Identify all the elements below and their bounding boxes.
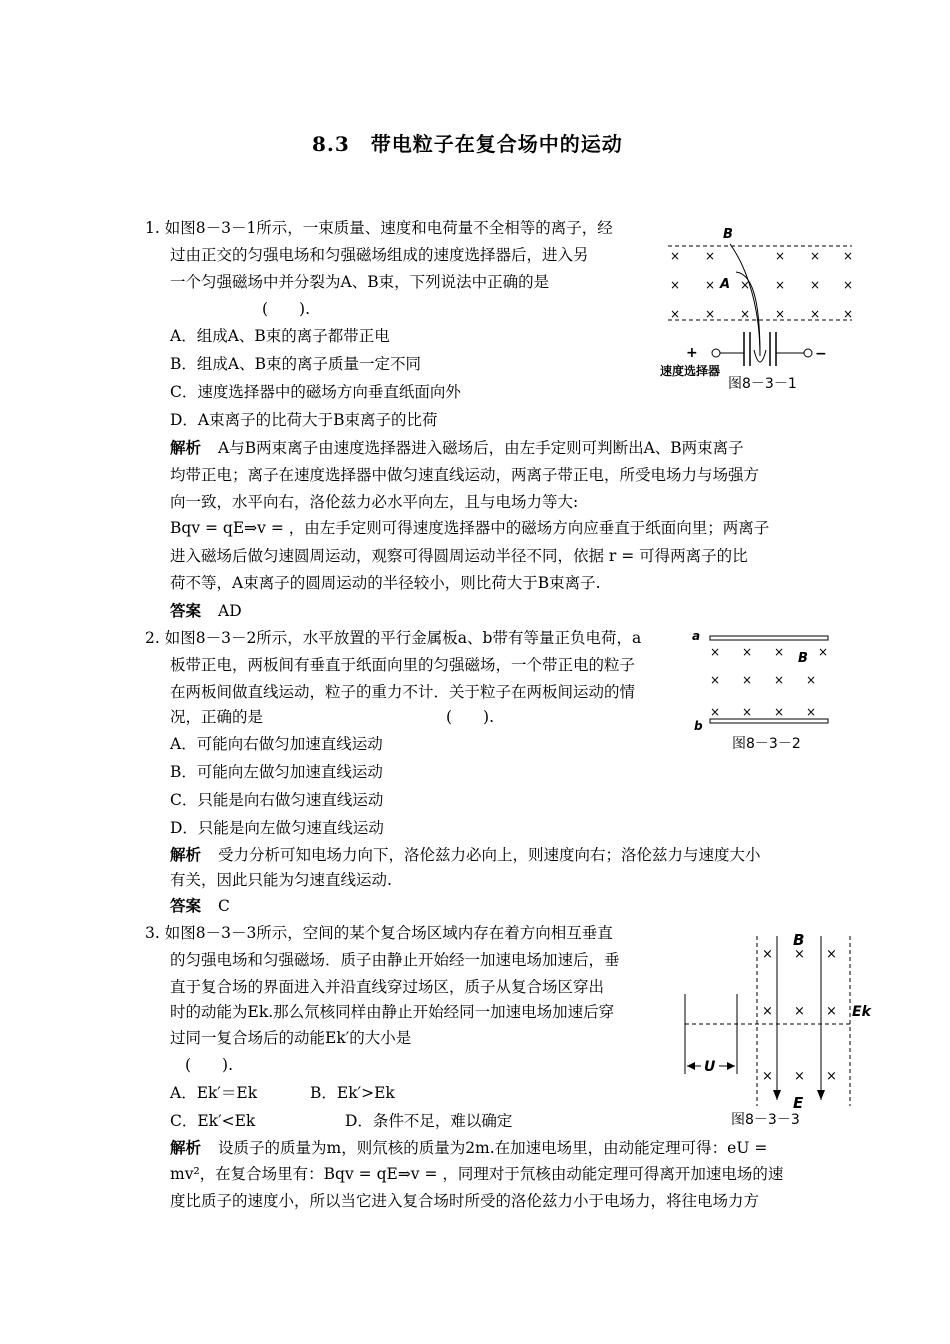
svg-text:×: × <box>806 705 817 719</box>
q3-analysis-2: mv²，在复合场里有：Bqv = qE⇒v = ，同理对于氘核由动能定理可得离开加速电场的速 <box>170 1165 784 1183</box>
q3-option-c: C．Ek′<Ek <box>170 1112 256 1130</box>
q3-line-2: 的匀强电场和匀强磁场．质子由静止开始经一加速电场加速后，垂 <box>170 951 620 969</box>
svg-text:×: × <box>826 1069 837 1084</box>
svg-text:×: × <box>762 1069 773 1084</box>
fig1-caption: 图8－3－1 <box>728 376 797 392</box>
fig2-label-a: a <box>692 629 701 643</box>
svg-text:×: × <box>774 705 785 719</box>
q1-answer-label: 答案 <box>170 601 202 620</box>
svg-text:×: × <box>810 307 821 321</box>
q2-line-2: 板带正电，两板间有垂直于纸面向里的匀强磁场，一个带正电的粒子 <box>170 656 636 674</box>
q1-analysis-6: 荷不等，A束离子的圆周运动的半径较小，则比荷大于B束离子. <box>170 574 601 592</box>
fig3-label-ek: Ek <box>852 1004 871 1020</box>
q2-answer-label: 答案 <box>170 896 202 915</box>
q1-option-a: A．组成A、B束的离子都带正电 <box>170 327 390 345</box>
fig3-label-b: B <box>793 931 805 949</box>
figure-8-3-1 <box>660 224 860 394</box>
svg-text:×: × <box>670 278 681 292</box>
fig3-label-e: E <box>793 1094 804 1112</box>
q2-analysis-1: 受力分析可知电场力向下，洛伦兹力必向上，则速度向右；洛伦兹力与速度大小 <box>218 846 761 864</box>
svg-text:×: × <box>774 645 785 659</box>
page-title: 8.3 带电粒子在复合场中的运动 <box>312 132 623 156</box>
q1-analysis-2: 均带正电；离子在速度选择器中做匀速直线运动，两离子带正电，所受电场力与场强方 <box>170 466 760 484</box>
q2-answer-blank: ( ). <box>446 708 495 726</box>
svg-text:×: × <box>762 1004 773 1019</box>
svg-text:×: × <box>710 705 721 719</box>
svg-text:×: × <box>794 947 805 962</box>
svg-text:×: × <box>740 307 751 321</box>
fig1-minus-sign: − <box>815 346 827 362</box>
svg-text:×: × <box>843 307 854 321</box>
fig1-selector-label: 速度选择器 <box>660 364 721 378</box>
q2-option-c: C．只能是向右做匀速直线运动 <box>170 791 384 809</box>
q2-option-a: A．可能向右做匀加速直线运动 <box>170 735 383 753</box>
q3-line-4: 时的动能为Ek.那么氘核同样由静止开始经同一加速电场加速后穿 <box>170 1003 615 1021</box>
q1-answer-blank: ( ). <box>262 300 311 318</box>
q2-answer: C <box>218 897 230 915</box>
svg-text:×: × <box>826 1004 837 1019</box>
svg-text:×: × <box>742 645 753 659</box>
fig2-label-field: B <box>798 651 808 666</box>
svg-text:×: × <box>775 307 786 321</box>
q3-analysis-1: 设质子的质量为m，则氘核的质量为2m.在加速电场里，由动能定理可得：eU = <box>218 1139 768 1157</box>
q2-line-3: 在两板间做直线运动，粒子的重力不计．关于粒子在两板间运动的情 <box>170 683 636 701</box>
q2-line-1: 2. 如图8－3－2所示，水平放置的平行金属板a、b带有等量正负电荷，a <box>145 629 642 647</box>
q2-line-4: 况，正确的是 <box>170 708 264 726</box>
q1-option-c: C．速度选择器中的磁场方向垂直纸面向外 <box>170 383 461 401</box>
q1-analysis-3: 向一致，水平向右，洛伦兹力必水平向左，且与电场力等大: <box>170 493 579 511</box>
svg-text:×: × <box>670 307 681 321</box>
fig1-plus-sign: + <box>686 345 698 361</box>
svg-text:×: × <box>794 1069 805 1084</box>
fig1-label-b: B <box>723 227 733 242</box>
q3-option-b: B．Ek′>Ek <box>310 1084 395 1102</box>
figure-8-3-2 <box>690 628 835 756</box>
svg-text:×: × <box>670 249 681 263</box>
q1-line-2: 过由正交的匀强电场和匀强磁场组成的速度选择器后，进入另 <box>170 246 589 264</box>
q1-option-b: B．组成A、B束的离子质量一定不同 <box>170 355 421 373</box>
svg-text:×: × <box>774 673 785 687</box>
q2-analysis-label: 解析 <box>170 845 202 864</box>
q3-line-3: 直于复合场的界面进入并沿直线穿过场区，质子从复合场区穿出 <box>170 978 605 996</box>
q1-analysis-label: 解析 <box>170 438 202 457</box>
q3-analysis-label: 解析 <box>170 1138 202 1157</box>
svg-text:×: × <box>742 673 753 687</box>
figure-8-3-3 <box>675 928 875 1128</box>
svg-text:×: × <box>705 249 716 263</box>
svg-text:×: × <box>705 278 716 292</box>
q3-line-1: 3. 如图8－3－3所示，空间的某个复合场区域内存在着方向相互垂直 <box>145 924 613 942</box>
svg-text:×: × <box>810 249 821 263</box>
q1-line-3: 一个匀强磁场中并分裂为A、B束，下列说法中正确的是 <box>170 273 550 291</box>
q1-answer: AD <box>218 602 242 620</box>
svg-text:×: × <box>818 645 829 659</box>
svg-text:×: × <box>762 947 773 962</box>
svg-text:×: × <box>794 1004 805 1019</box>
svg-text:×: × <box>843 278 854 292</box>
q2-option-b: B．可能向左做匀加速直线运动 <box>170 763 383 781</box>
q3-answer-blank: ( ). <box>185 1056 234 1074</box>
q2-option-d: D．只能是向左做匀速直线运动 <box>170 819 384 837</box>
q1-line-1: 1. 如图8－3－1所示，一束质量、速度和电荷量不全相等的离子，经 <box>145 219 613 237</box>
svg-text:×: × <box>826 947 837 962</box>
svg-text:×: × <box>775 249 786 263</box>
q1-analysis-1: A与B两束离子由速度选择器进入磁场后，由左手定则可判断出A、B两束离子 <box>218 439 744 457</box>
fig2-caption: 图8－3－2 <box>732 736 801 752</box>
svg-text:×: × <box>806 673 817 687</box>
fig2-label-b: b <box>694 719 703 733</box>
q3-option-a: A．Ek′＝Ek <box>170 1084 258 1102</box>
svg-text:×: × <box>710 645 721 659</box>
q2-analysis-2: 有关，因此只能为匀速直线运动. <box>170 871 392 889</box>
svg-text:×: × <box>810 278 821 292</box>
q1-analysis-4: Bqv = qE⇒v = ，由左手定则可得速度选择器中的磁场方向应垂直于纸面向里；两离子 <box>170 519 770 537</box>
fig3-caption: 图8－3－3 <box>731 1112 800 1128</box>
fig3-label-u: U <box>704 1059 716 1075</box>
svg-text:×: × <box>742 705 753 719</box>
fig1-label-a: A <box>720 277 731 292</box>
q1-option-d: D．A束离子的比荷大于B束离子的比荷 <box>170 411 438 429</box>
q1-analysis-5: 进入磁场后做匀速圆周运动，观察可得圆周运动半径不同，依据 r = 可得两离子的比 <box>170 547 748 565</box>
q3-line-5: 过同一复合场后的动能Ek′的大小是 <box>170 1029 412 1047</box>
svg-text:×: × <box>710 673 721 687</box>
svg-text:×: × <box>775 278 786 292</box>
svg-text:×: × <box>843 249 854 263</box>
svg-text:×: × <box>705 307 716 321</box>
q3-option-d: D．条件不足，难以确定 <box>345 1112 513 1130</box>
q3-analysis-3: 度比质子的速度小，所以当它进入复合场时所受的洛伦兹力小于电场力，将往电场力方 <box>170 1192 760 1210</box>
svg-text:×: × <box>740 278 751 292</box>
